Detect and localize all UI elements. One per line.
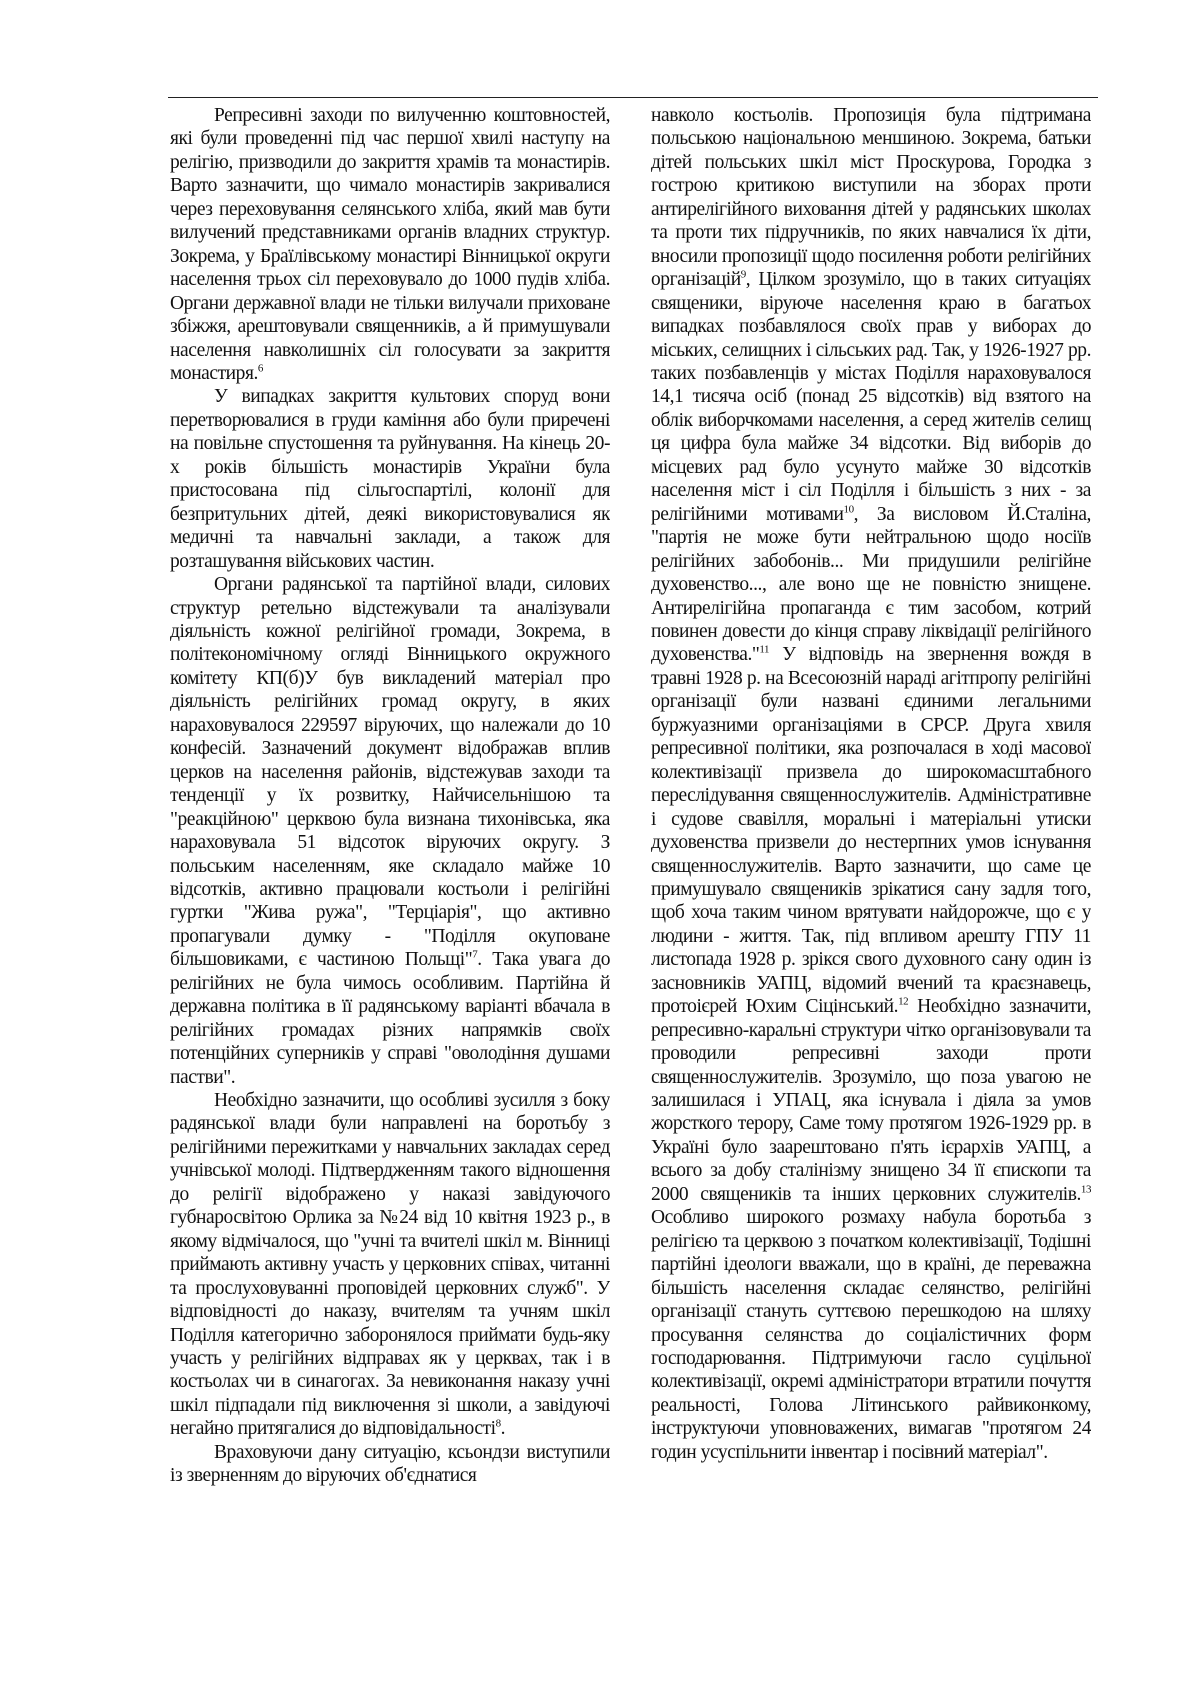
footnote-ref: 13	[1080, 1183, 1091, 1196]
footnote-ref: 12	[898, 995, 909, 1008]
paragraph: У випадках закриття культових споруд вони перетворювалися в груди каміння або були приречені на повільне спустошення та руйнування. На кінець 20-х років більшість монастирів України була пристосована під сільгоспартілі, колонії для безпритульних дітей, деякі використовувалися як медичні та навчальні заклади, а також для розташування військових частин.	[170, 386, 610, 572]
left-column	[170, 104, 610, 1614]
footnote-ref: 6	[257, 362, 263, 375]
footnote-ref: 11	[759, 643, 770, 656]
header-rule	[168, 97, 1098, 98]
paragraph: Репресивні заходи по вилученню коштовностей, які були проведенні під час першої хвилі наступу на релігію, призводили до закриття храмів та монастирів. Варто зазначити, що чимало монастирів закривалися через переховування селянського хліба, який мав бути вилучений представниками органів владних структур. Зокрема, у Браїлівському монастирі Вінницької округи населення трьох сіл переховувало до 1000 пудів хліба. Органи державної влади не тільки вилучали приховане збіжжя, арештовували священників, а й примушували населення навколишніх сіл голосувати за закриття монастиря.$^6$	[170, 105, 610, 384]
right-column	[651, 104, 1091, 1614]
footnote-ref: 10	[843, 503, 854, 516]
paragraph: Органи радянської та партійної влади, силових структур ретельно відстежували та аналізували діяльність кожної релігійної громади, Зокрема, в політекономічному огляді Вінницького окружного комітету КП(б)У був викладений матеріал про діяльність релігійних громад округу, в яких нараховувалося 229597 віруючих, що належали до 10 конфесій. Зазначений документ відображав вплив церков на населення районів, відстежував заходи та тенденції у їх розвитку, Найчисельнішою та "реакційною" церквою була визнана тихонівська, яка нараховувала 51 відсоток віруючих округу. З польським населенням, яке складало майже 10 відсотків, активно працювали костьоли і релігійні гуртки "Жива ружа", "Терціарія", що активно пропагували думку - "Поділля окуповане більшовиками, є частиною Польщі"$^7$. Така увага до релігійних не була чимось особливим. Партійна й державна політика в її радянському варіанті вбачала в релігійних громадах різних напрямків своїх потенційних суперників у справі "оволодіння душами пастви".	[170, 574, 610, 1088]
footnote-ref: 9	[740, 268, 746, 281]
footnote-ref: 7	[472, 948, 478, 961]
paragraph: Необхідно зазначити, що особливі зусилля з боку радянської влади були направлені на боротьбу з релігійними пережитками у навчальних закладах серед учнівської молоді. Підтвердженням такого відношення до релігії відображено у наказі завідуючого губнаросвітою Орлика за №24 від 10 квітня 1923 р., в якому відмічалося, що "учні та вчителі шкіл м. Вінниці приймають активну участь у церковних співах, читанні та прослуховуванні проповідей церковних служб". У відповідності до наказу, вчителям та учням шкіл Поділля категорично заборонялося приймати будь-яку участь у релігійних відправах як у церквах, так і в костьолах чи в синагогах. За невиконання наказу учні шкіл підпадали під виключення зі школи, а завідуючі негайно притягалися до відповідальності$^8$.	[170, 1090, 610, 1440]
footnote-ref: 8	[495, 1417, 501, 1430]
paragraph: навколо костьолів. Пропозиція була підтримана польською національною меншиною. Зокрема, батьки дітей польських шкіл міст Проскурова, Городка з гострою критикою виступили на зборах проти антирелігійного виховання дітей у радянських школах та проти тих підручників, по яких навчалися їх діти, вносили пропозиції щодо посилення роботи релігійних організацій$^9$, Цілком зрозуміло, що в таких ситуаціях священики, віруюче населення краю в багатьох випадках позбавлялося своїх прав у виборах до міських, селищних і сільських рад. Так, у 1926-1927 рр. таких позбавленців у містах Поділля нараховувалося 14,1 тисяча осіб (понад 25 відсотків) від взятого на облік виборчкомами населення, а серед жителів селищ ця цифра була майже 34 відсотки. Від виборів до місцевих рад було усунуто майже 30 відсотків населення міст і сіл Поділля і більшість з них - за релігійними мотивами$^{10}$, За висловом Й.Сталіна, "партія не може бути нейтральною щодо носіїв релігійних забобонів... Ми придушили релігійне духовенство..., але воно ще не повністю знищене. Антирелігійна пропаганда є тим засобом, котрий повинен довести до кінця справу ліквідації релігійного духовенства."$^{11}$ У відповідь на звернення вождя в травні 1928 р. на Всесоюзній нараді агітпропу релігійні організації були названі єдиними легальними буржуазними організаціями в СРСР. Друга хвиля репресивної політики, яка розпочалася в ході масової колективізації призвела до широкомасштабного переслідування священнослужителів. Адміністративне і судове свавілля, моральні і матеріальні утиски духовенства призвели до нестерпних умов існування священнослужителів. Варто зазначити, що саме це примушувало священиків зрікатися сану задля того, щоб хоча таким чином врятувати найдорожче, що є у людини - життя. Так, під впливом арешту ГПУ 11 листопада 1928 р. зрікся свого духовного сану один із засновників УАПЦ, відомий вчений та краєзнавець, протоієрей Юхим Сіцінський.$^{12}$ Необхідно зазначити, репресивно-каральні структури чітко організовували та проводили репресивні заходи проти священнослужителів. Зрозуміло, що поза увагою не залишилася і УПАЦ, яка існувала і діяла за умов жорсткого терору, Саме тому протягом 1926-1929 рр. в Україні було заарештовано п'ять ієрархів УАПЦ, а всього за добу сталінізму знищено 34 її єпископи та 2000 священиків та інших церковних служителів.$^{13}$ Особливо широкого розмаху набула боротьба з релігією та церквою з початком колективізації, Тодішні партійні ідеологи вважали, що в країні, де переважна більшість населення складає селянство, релігійні організації стануть суттєвою перешкодою на шляху просування селянства до соціалістичних форм господарювання. Підтримуючи гасло суцільної колективізації, окремі адміністратори втратили почуття реальності, Голова Літинського райвиконкому, інструктуючи уповноважених, вимагав "протягом 24 годин усуспільнити інвентар і посівний матеріал".	[651, 105, 1091, 1463]
paragraph: Враховуючи дану ситуацію, ксьондзи виступили із зверненням до віруючих об'єднатися	[170, 1441, 610, 1487]
